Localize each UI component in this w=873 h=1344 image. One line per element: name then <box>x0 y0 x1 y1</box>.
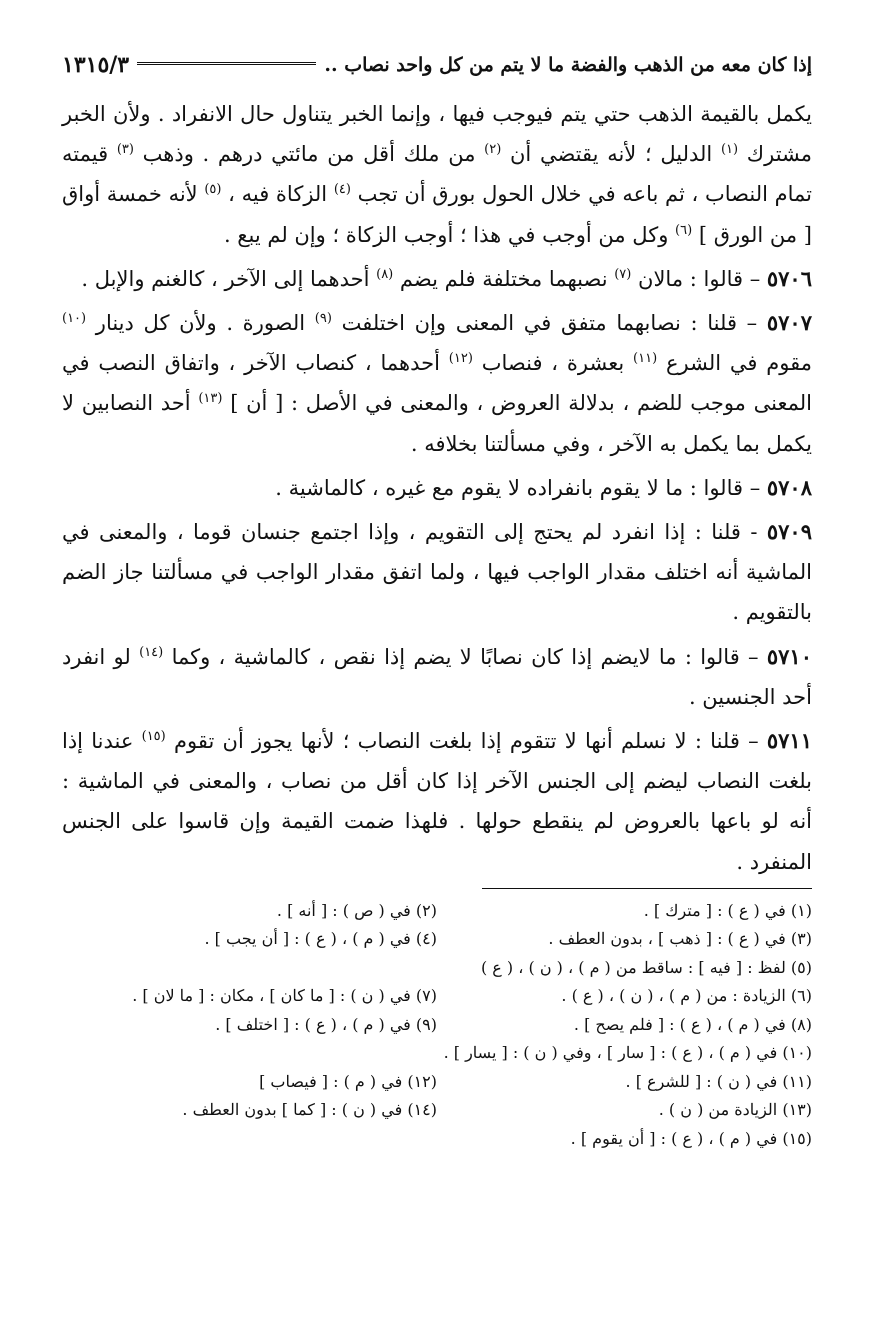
paragraph <box>62 94 812 255</box>
footnote-divider <box>482 888 812 889</box>
footnote: (٢) في ( ص ) : [ أنه ] . <box>276 900 437 920</box>
footnote: (٩) في ( م ) ، ( ع ) : [ اختلف ] . <box>215 1014 437 1034</box>
paragraph-text: قيمته تمام النصاب ، ثم باعه في خلال الحول بورق أن تجب <box>62 142 812 207</box>
footnote-row <box>62 1125 812 1154</box>
footnote-marker: (٤) <box>333 182 351 198</box>
footnote: (١٣) الزيادة من ( ن ) . <box>658 1100 812 1120</box>
paragraph-text: نصبهما مختلفة فلم يضم <box>393 266 615 291</box>
footnote-marker: (١٣) <box>198 391 223 407</box>
footnote-row <box>62 1068 812 1097</box>
footnote-marker: (١٤) <box>139 644 164 660</box>
footnote: (٥) لفظ : [ فيه ] : ساقط من ( م ) ، ( ن ) ، ( ع ) <box>480 957 812 977</box>
paragraph-text: – قلنا : لا نسلم أنها لا تتقوم إذا بلغت النصاب ؛ لأنها يجوز أن تقوم <box>165 729 767 754</box>
footnote-marker: (٢) <box>484 142 502 158</box>
paragraph-text: أحدهما ، كنصاب الآخر ، واتفاق النصب في المعنى موجب للضم ، بدلالة العروض ، والمعنى في الأصل : [ أن ] <box>62 351 812 416</box>
footnote: (٣) في ( ع ) : [ ذهب ] ، بدون العطف . <box>548 929 812 949</box>
footnote: (١٠) في ( م ) ، ( ع ) : [ سار ] ، وفي ( ن ) : [ يسار ] . <box>443 1043 812 1063</box>
footnote-marker: (٧) <box>614 266 632 282</box>
paragraph-text: لأنه خمسة أواق [ من الورق ] <box>62 182 812 247</box>
paragraph <box>62 468 812 508</box>
footnote: (١٢) في ( م ) : [ فيصاب ] <box>259 1071 437 1091</box>
paragraph-number: ٥٧٠٩ <box>766 519 812 545</box>
footnote-marker: (٨) <box>376 266 394 282</box>
paragraph <box>62 512 812 633</box>
footnote: (١١) في ( ن ) : [ للشرع ] . <box>625 1071 812 1091</box>
footnote-row <box>62 897 812 926</box>
footnote: (١٥) في ( م ) ، ( ع ) : [ أن يقوم ] . <box>570 1128 812 1148</box>
paragraph-text: – قالوا : مالان <box>631 266 767 291</box>
paragraph-text: – قالوا : ما لا يقوم بانفراده لا يقوم مع غيره ، كالماشية . <box>275 475 767 500</box>
footnote-marker: (٦) <box>675 222 693 238</box>
main-text <box>62 94 812 882</box>
footnote-marker: (١٢) <box>448 351 473 367</box>
paragraph-text: - قلنا : إذا انفرد لم يحتج إلى التقويم ، وإذا اجتمع جنسان قوما ، والمعنى في الماشية أنه اختلف مقدار الواجب فيها ، ولما اتفق مقدار الواجب في مسألتنا جاز الضم بالتقويم . <box>62 520 812 625</box>
paragraph-number: ٥٧٠٨ <box>766 474 812 500</box>
paragraph <box>62 637 812 717</box>
footnote-row <box>62 1039 812 1068</box>
footnote: (٧) في ( ن ) : [ ما كان ] ، مكان : [ ما لان ] . <box>132 986 437 1006</box>
page-number: ١٣١٥/٣ <box>62 52 130 78</box>
paragraph-number: ٥٧٠٧ <box>766 310 812 336</box>
paragraph-number: ٥٧١١ <box>766 728 812 754</box>
paragraph-number: ٥٧٠٦ <box>766 265 812 291</box>
paragraph-text: لو انفرد أحد الجنسين . <box>62 644 812 709</box>
paragraph-text: أحدهما إلى الآخر ، كالغنم والإبل . <box>81 266 377 291</box>
footnote-row <box>62 954 812 983</box>
footnote-marker: (٣) <box>116 142 134 158</box>
footnote: (٦) الزيادة : من ( م ) ، ( ن ) ، ( ع ) . <box>561 986 812 1006</box>
paragraph-text: بعشرة ، فنصاب <box>472 351 634 376</box>
footnote: (٤) في ( م ) ، ( ع ) : [ أن يجب ] . <box>204 929 437 949</box>
footnote: (١) في ( ع ) : [ مترك ] . <box>643 900 812 920</box>
paragraph <box>62 721 812 882</box>
paragraph-text: الزكاة فيه ، <box>221 182 334 207</box>
footnote-marker: (١٥) <box>141 729 166 745</box>
paragraph-text: عندنا إذا بلغت النصاب ليضم إلى الجنس الآخر إذا كان أقل من نصاب ، والمعنى في الماشية : أنه لو باعها بالعروض لم ينقطع حولها . فلهذا ضمت القيمة وإن قاسوا على الجنس المنفرد . <box>62 729 812 874</box>
paragraph-text: الصورة . ولأن كل دينار <box>86 311 315 336</box>
running-head <box>62 48 812 82</box>
footnote: (٨) في ( م ) ، ( ع ) : [ فلم يصح ] . <box>573 1014 812 1034</box>
paragraph-text: – قالوا : ما لايضم إذا كان نصابًا لا يضم إذا نقص ، كالماشية ، وكما <box>163 644 767 669</box>
footnote: (١٤) في ( ن ) : [ كما ] بدون العطف . <box>182 1100 437 1120</box>
running-head-rule <box>137 62 316 68</box>
footnote-marker: (١٠) <box>62 311 87 327</box>
paragraph-number: ٥٧١٠ <box>766 643 812 669</box>
paragraph <box>62 303 812 464</box>
document-page <box>62 48 812 1153</box>
footnote-marker: (٥) <box>204 182 222 198</box>
paragraph-text: من ملك أقل من مائتي درهم . وذهب <box>133 142 485 167</box>
paragraph-text: الدليل ؛ لأنه يقتضي أن <box>501 142 721 167</box>
footnote-marker: (١١) <box>633 351 658 367</box>
footnote-row <box>62 925 812 954</box>
footnote-row <box>62 982 812 1011</box>
paragraph-text: – قلنا : نصابهما متفق في المعنى وإن اختلفت <box>331 311 767 336</box>
paragraph <box>62 259 812 299</box>
paragraph-text: وكل من أوجب في هذا ؛ أوجب الزكاة ؛ وإن لم يبع . <box>223 222 676 247</box>
footnote-marker: (٩) <box>314 311 332 327</box>
running-head-title: إذا كان معه من الذهب والفضة ما لا يتم من كل واحد نصاب .. <box>324 54 812 76</box>
footnote-row <box>62 1096 812 1125</box>
footnotes <box>62 897 812 1154</box>
paragraph-text: مقوم في الشرع <box>657 351 812 376</box>
footnote-marker: (١) <box>720 142 739 158</box>
paragraph-text: يكمل بالقيمة الذهب حتي يتم فيوجب فيها ، وإنما الخبر يتناول حال الانفراد . ولأن الخبر مشترك <box>62 102 813 167</box>
footnote-row <box>62 1011 812 1040</box>
paragraph-text: أحد النصابين لا يكمل بما يكمل به الآخر ، وفي مسألتنا بخلافه . <box>62 391 812 456</box>
